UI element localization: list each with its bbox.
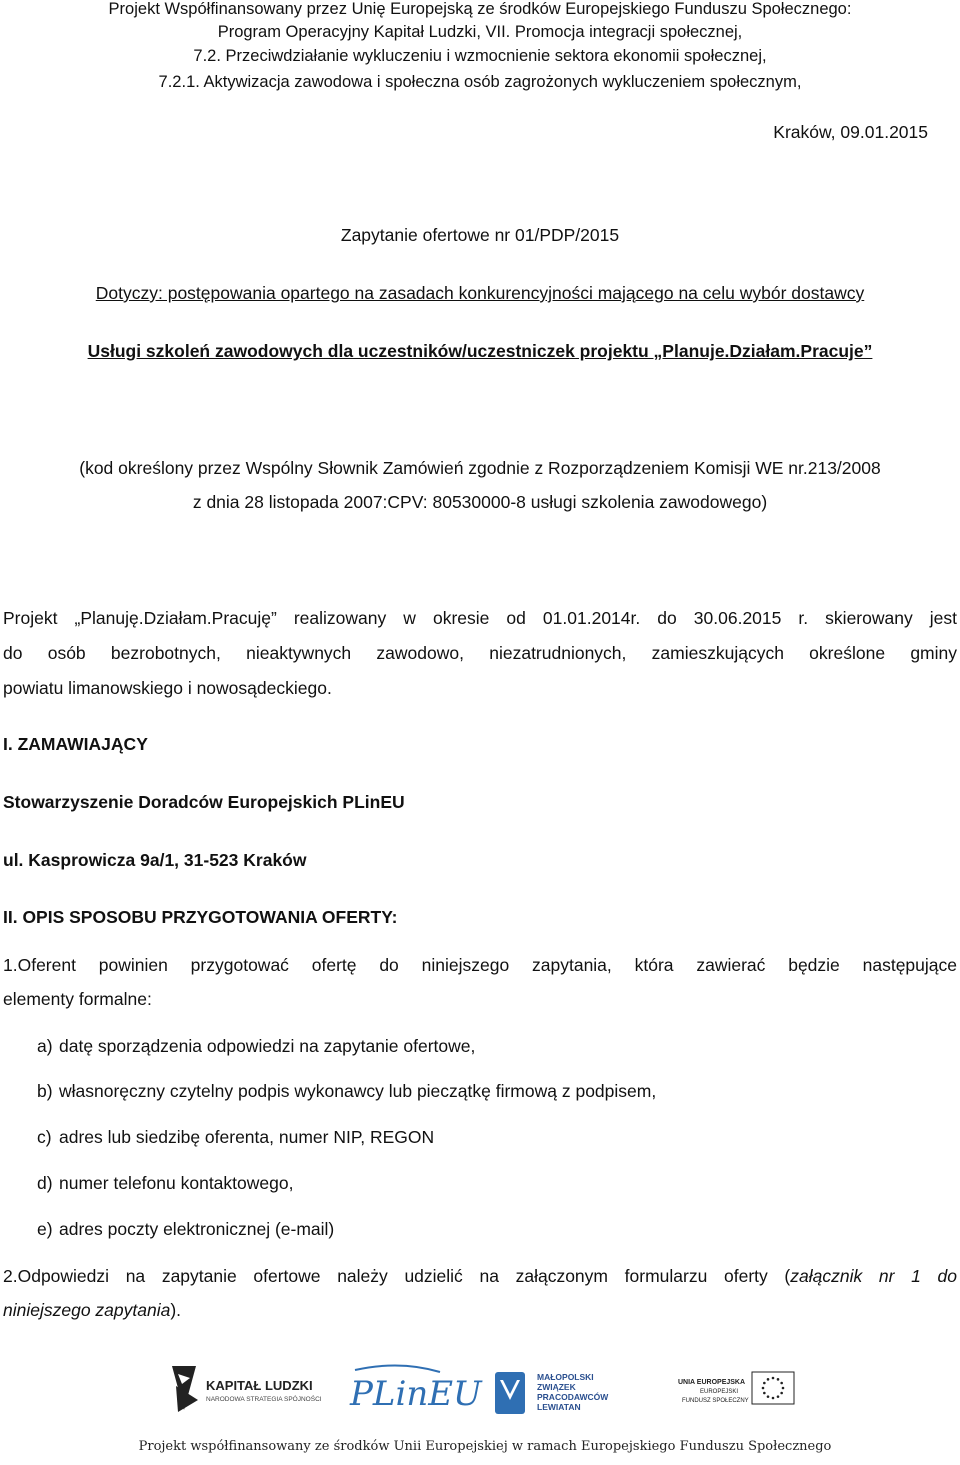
eu-line-2: EUROPEJSKI	[700, 1389, 739, 1395]
list-item-label: c)	[37, 1127, 52, 1147]
section-2-p2-line-1	[3, 1266, 957, 1287]
kapital-title: KAPITAŁ LUDZKI	[206, 1378, 313, 1393]
section-1-heading: I. ZAMAWIAJĄCY	[3, 734, 148, 754]
eu-logo	[678, 1372, 794, 1404]
list-item-label: a)	[37, 1036, 53, 1056]
service-line: Usługi szkoleń zawodowych dla uczestników/uczestniczek projektu „Planuje.Działam.Pracuje”	[87, 341, 873, 361]
section-2-p1-line-2: elementy formalne:	[3, 989, 152, 1009]
mzpl-logo	[495, 1372, 609, 1414]
header-line-1: Projekt Współfinansowany przez Unię Europejską ze środków Europejskiego Funduszu Społecznego:	[108, 0, 852, 18]
project-desc-line-1: Projekt „Planuję.Działam.Pracuję” realizowany w okresie od 01.01.2014r. do 30.06.2015 r. skierowany jest	[3, 608, 957, 628]
eu-star	[777, 1378, 780, 1381]
list-item-text: numer telefonu kontaktowego,	[59, 1173, 294, 1193]
eu-star	[780, 1392, 783, 1395]
eu-line-1: UNIA EUROPEJSKA	[678, 1379, 746, 1386]
eu-star	[767, 1378, 770, 1381]
mzpl-line-3: PRACODAWCÓW	[537, 1392, 609, 1402]
project-desc-line-2: do osób bezrobotnych, nieaktywnych zawodowo, niezatrudnionych, zamieszkujących określone gminy	[3, 643, 957, 663]
subject-line: Dotyczy: postępowania opartego na zasadach konkurencyjności mającego na celu wybór dostawcy	[95, 283, 865, 303]
eu-star	[777, 1395, 780, 1398]
eu-star	[767, 1395, 770, 1398]
eu-line-3: FUNDUSZ SPOŁECZNY	[682, 1398, 749, 1404]
section-2-p2-end: ).	[170, 1300, 182, 1320]
cpv-line-2: z dnia 28 listopada 2007:CPV: 80530000-8 usługi szkolenia zawodowego)	[192, 492, 768, 512]
eu-star	[782, 1387, 785, 1390]
list-item-text: własnoręczny czytelny podpis wykonawcy lub pieczątkę firmową z podpisem,	[59, 1081, 657, 1101]
list-item	[37, 1173, 960, 1194]
mzpl-line-4: LEWIATAN	[537, 1402, 581, 1412]
mzpl-line-2: ZWIĄZEK	[537, 1382, 576, 1392]
header-line-3: 7.2. Przeciwdziałanie wykluczeniu i wzmocnienie sektora ekonomii społecznej,	[193, 47, 767, 65]
eu-star	[772, 1377, 775, 1380]
list-item	[37, 1036, 960, 1057]
eu-star	[763, 1392, 766, 1395]
list-item-label: d)	[37, 1173, 53, 1193]
header-line-4: 7.2.1. Aktywizacja zawodowa i społeczna osób zagrożonych wykluczeniem społecznym,	[158, 73, 802, 91]
section-2-p2-text: 2.Odpowiedzi na zapytanie ofertowe należy udzielić na załączonym formularzu oferty (	[3, 1266, 791, 1286]
list-item	[37, 1219, 960, 1240]
eu-star	[762, 1387, 765, 1390]
footer-text: Projekt współfinansowany ze środków Unii Europejskiej w ramach Europejskiego Funduszu Społecznego	[138, 1439, 832, 1454]
list-item	[37, 1081, 960, 1102]
eu-star	[763, 1382, 766, 1385]
list-item-text: adres poczty elektronicznej (e-mail)	[59, 1219, 335, 1239]
footer-logos	[0, 1360, 960, 1460]
list-item-label: b)	[37, 1081, 53, 1101]
list-item-text: adres lub siedzibę oferenta, numer NIP, REGON	[59, 1127, 435, 1147]
plineu-text: PLinEU	[350, 1374, 482, 1414]
kapital-sub: NARODOWA STRATEGIA SPÓJNOŚCI	[206, 1396, 322, 1403]
section-2-heading: II. OPIS SPOSOBU PRZYGOTOWANIA OFERTY:	[3, 907, 398, 927]
list-item	[37, 1127, 960, 1148]
cpv-line-1: (kod określony przez Wspólny Słownik Zamówień zgodnie z Rozporządzeniem Komisji WE nr.213/2008	[79, 458, 881, 478]
place-date: Kraków, 09.01.2015	[773, 122, 928, 142]
footer-logos-graphic	[0, 1360, 960, 1460]
plineu-logo	[349, 1365, 483, 1414]
section-2-p2-italic: załącznik nr 1 do	[790, 1266, 957, 1286]
list-item-label: e)	[37, 1219, 53, 1239]
section-2-p2-line-2	[3, 1300, 960, 1321]
eu-star	[772, 1397, 775, 1400]
kapital-ludzki-logo	[172, 1366, 322, 1412]
orderer-address: ul. Kasprowicza 9a/1, 31-523 Kraków	[3, 850, 307, 870]
project-desc-line-3: powiatu limanowskiego i nowosądeckiego.	[3, 678, 332, 698]
mzpl-line-1: MAŁOPOLSKI	[537, 1372, 594, 1382]
orderer-name: Stowarzyszenie Doradców Europejskich PLinEU	[3, 792, 405, 812]
list-item-text: datę sporządzenia odpowiedzi na zapytanie ofertowe,	[59, 1036, 476, 1056]
header-line-2: Program Operacyjny Kapitał Ludzki, VII. Promocja integracji społecznej,	[217, 23, 743, 41]
eu-star	[780, 1382, 783, 1385]
document-title: Zapytanie ofertowe nr 01/PDP/2015	[340, 225, 620, 245]
section-2-p1-line-1: 1.Oferent powinien przygotować ofertę do niniejszego zapytania, która zawierać będzie następujące	[3, 955, 957, 975]
section-2-p2-italic-2: niniejszego zapytania	[3, 1300, 171, 1320]
